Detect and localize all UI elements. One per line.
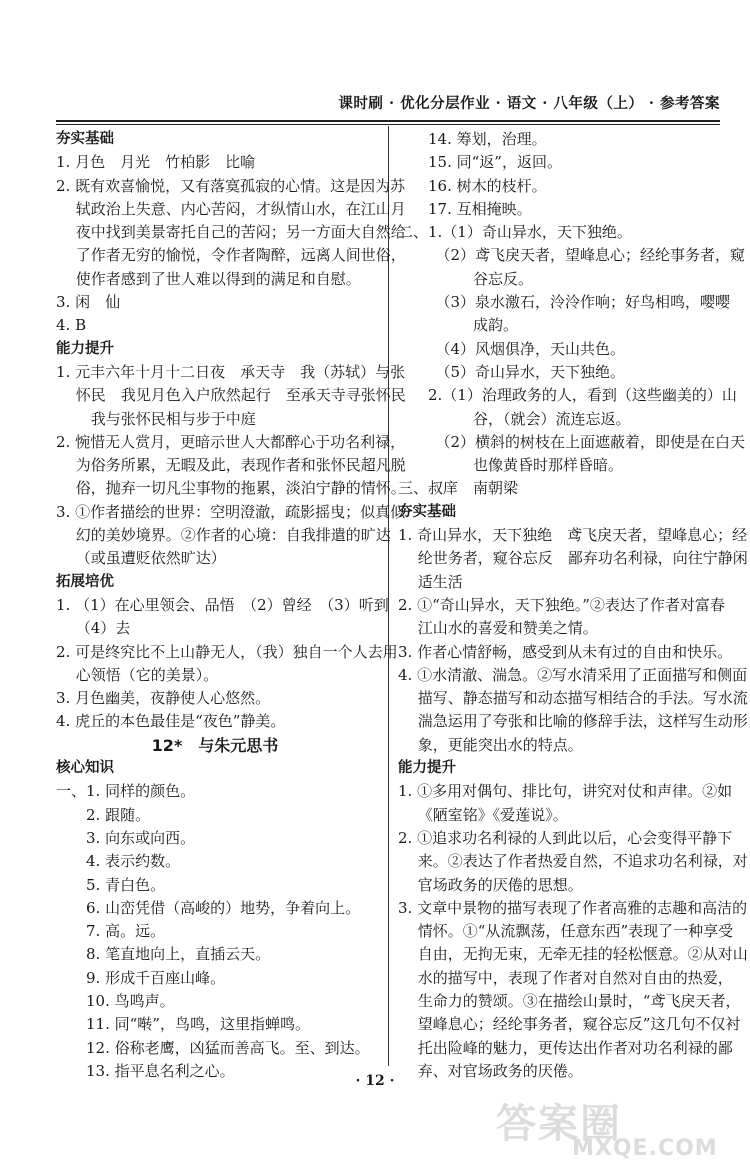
answer-line: 官场政务的厌倦的思想。 <box>398 875 583 894</box>
answer-line: 2. 惋惜无人赏月，更暗示世人大都醉心于功名利禄， <box>56 432 406 451</box>
answer-line: 《陋室铭》《爱莲说》。 <box>398 805 568 824</box>
answer-line: 情怀。①“从流飘荡，任意东西”表现了一种享受 <box>398 922 734 941</box>
answer-line: 也像黄昏时那样昏暗。 <box>398 456 624 475</box>
answer-line: 弃、对官场政务的厌倦。 <box>398 1061 583 1080</box>
answer-line: 12. 俗称老鹰，凶猛而善高飞。至、到达。 <box>56 1038 370 1057</box>
answer-line: 2.（1）治理政务的人，看到（这些幽美的）山 <box>398 386 737 405</box>
answer-line: 17. 互相掩映。 <box>398 199 532 218</box>
answer-line: （2）鸢飞戾天者，望峰息心；经纶事务者，窥 <box>398 246 746 265</box>
left-column <box>56 128 406 1083</box>
answer-line: 1. （1）在心里领会、品悟 （2）曾经 （3）听到 <box>56 595 389 614</box>
answer-line: 10. 鸟鸣声。 <box>56 991 175 1010</box>
answer-line: 3. 作者心情舒畅，感受到从未有过的自由和快乐。 <box>398 642 733 661</box>
answer-line: （5）奇山异水，天下独绝。 <box>398 362 626 381</box>
answer-line: 1. 月色 月光 竹柏影 比喻 <box>56 153 256 172</box>
answer-line: 谷，（就会）流连忘返。 <box>398 409 631 428</box>
answer-line: 生命力的赞颂。③在描绘山景时，“鸢飞戾天者， <box>398 991 741 1010</box>
answer-line: 成韵。 <box>398 316 519 335</box>
page-number: · 12 · <box>355 1073 395 1089</box>
answer-line: 自由，无拘无束，无牵无挂的轻松惬意。②从对山 <box>398 945 748 964</box>
answer-line: 4. 虎丘的本色最佳是“夜色”静美。 <box>56 712 286 731</box>
section-heading: 能力提升 <box>56 340 114 357</box>
answer-line: （2）横斜的树枝在上面遮蔽着，即使是在白天 <box>398 432 746 451</box>
answer-line: 11. 同“啭”，鸟鸣，这里指蝉鸣。 <box>56 1015 310 1034</box>
answer-line: 望峰息心；经纶事务者，窥谷忘反”这几句不仅衬 <box>398 1015 741 1034</box>
answer-line: 3. 月色幽美，夜静使人心悠然。 <box>56 689 271 708</box>
answer-line: 一、1. 同样的颜色。 <box>56 782 196 801</box>
answer-line: 为俗务所累，无暇及此，表现作者和张怀民超凡脱 <box>56 456 406 475</box>
answer-line: 2. 可是终究比不上山静无人，（我）独自一个人去用 <box>56 642 398 661</box>
answer-line: 使作者感到了世人难以得到的满足和自慰。 <box>56 269 361 288</box>
answer-line: （4）风烟俱净，天山共色。 <box>398 339 626 358</box>
answer-line: 4. ①水清澈、湍急。②写水清采用了正面描写和侧面 <box>398 665 748 684</box>
answer-line: 2. ①“奇山异水，天下独绝。”②表达了作者对富春 <box>398 595 725 614</box>
watermark-logo: 答案圈 <box>496 1101 622 1147</box>
answer-line: 3. ①作者描绘的世界：空明澄澈，疏影摇曳；似真似 <box>56 502 406 521</box>
answer-line: （4）去 <box>56 619 131 638</box>
answer-line: 2. 既有欢喜愉悦，又有落寞孤寂的心情。这是因为苏 <box>56 176 406 195</box>
answer-line: 心领悟（它的美景）。 <box>56 665 219 684</box>
answer-line: 4. 表示约数。 <box>56 852 181 871</box>
answer-line: 幻的美妙境界。②作者的心境：自我排遣的旷达 <box>56 526 391 545</box>
answer-line: 了作者无穷的愉悦，令作者陶醉，远离人间世俗， <box>56 246 406 265</box>
answer-line: 三、叔庠 南朝梁 <box>398 479 519 498</box>
watermark <box>492 1092 732 1162</box>
header-rule <box>56 120 720 122</box>
answer-line: 来。②表达了作者热爱自然，不追求功名利禄，对 <box>398 852 748 871</box>
section-heading: 夯实基础 <box>56 131 114 147</box>
answer-line: 5. 青白色。 <box>56 875 166 894</box>
header-rule-thin <box>56 124 720 125</box>
answer-line: 3. 闲 仙 <box>56 293 121 312</box>
answer-line: （3）泉水激石，泠泠作响；好鸟相鸣，嘤嘤 <box>398 293 731 312</box>
answer-line: 适生活 <box>398 572 463 591</box>
answer-line: 6. 山峦凭借（高峻的）地势，争着向上。 <box>56 898 361 917</box>
answer-line: 轼政治上失意、内心苦闷，才纵情山水，在江山月 <box>56 199 406 218</box>
answer-line: 二、1.（1）奇山异水，天下独绝。 <box>398 223 632 242</box>
answer-line: 象，更能突出水的特点。 <box>398 735 583 754</box>
answer-line: 描写、静态描写和动态描写相结合的手法。写水流 <box>398 689 748 708</box>
answer-line: 13. 指平息名利之心。 <box>56 1061 235 1080</box>
section-heading: 拓展培优 <box>56 573 114 590</box>
section-heading: 能力提升 <box>398 760 456 777</box>
answer-line: 15. 同“返”，返回。 <box>398 153 562 172</box>
answer-line: 2. ①追求功名利禄的人到此以后，心会变得平静下 <box>398 828 733 847</box>
watermark-url: MXQE.COM <box>572 1136 718 1161</box>
lesson-title: 12* 与朱元思书 <box>151 735 279 755</box>
answer-line: 谷忘反。 <box>398 269 534 288</box>
answer-line: 1. 奇山异水，天下独绝 鸢飞戾天者，望峰息心；经 <box>398 526 748 545</box>
answer-line: 2. 跟随。 <box>56 805 151 824</box>
answer-line: 托出险峰的魅力，更传达出作者对功名利禄的鄙 <box>398 1038 733 1057</box>
answer-line: 1. 元丰六年十月十二日夜 承天寺 我（苏轼）与张 <box>56 362 406 381</box>
answer-line: （或虽遭贬依然旷达） <box>56 549 226 568</box>
answer-line: 3. 向东或向西。 <box>56 828 196 847</box>
answer-line: 3. 文章中景物的描写表现了作者高雅的志趣和高洁的 <box>398 898 748 917</box>
answer-line: 我与张怀民相与步于中庭 <box>56 409 256 428</box>
answer-line: 怀民 我见月色入户欣然起行 至承天寺寻张怀民 <box>56 386 406 405</box>
answer-line: 9. 形成千百座山峰。 <box>56 968 226 987</box>
answer-line: 纶世务者，窥谷忘反 鄙弃功名利禄，向往宁静闲 <box>398 549 748 568</box>
answer-line: 湍急运用了夸张和比喻的修辞手法，这样写生动形 <box>398 712 748 731</box>
answer-line: 俗，抛弃一切凡尘事物的拖累，淡泊宁静的情怀。 <box>56 479 406 498</box>
answer-line: 水的描写中，表现了作者对自然对自由的热爱， <box>398 968 733 987</box>
answer-line: 16. 树木的枝杆。 <box>398 176 547 195</box>
answer-line: 1. ①多用对偶句、排比句，讲究对仗和声律。②如 <box>398 782 733 801</box>
answer-line: 夜中找到美景寄托自己的苦闷；另一方面大自然给 <box>56 223 406 242</box>
section-heading: 夯实基础 <box>398 503 456 520</box>
answer-line: 江山水的喜爱和赞美之情。 <box>398 619 598 638</box>
answer-line: 14. 筹划，治理。 <box>398 130 547 148</box>
right-column <box>398 128 748 1083</box>
page-header: 课时刷 · 优化分层作业 · 语文 · 八年级（上） · 参考答案 <box>338 95 720 112</box>
section-heading: 核心知识 <box>56 760 114 777</box>
answer-line: 8. 笔直地向上，直插云天。 <box>56 945 271 964</box>
answer-line: 4. B <box>56 316 87 335</box>
answer-line: 7. 高。远。 <box>56 922 166 941</box>
